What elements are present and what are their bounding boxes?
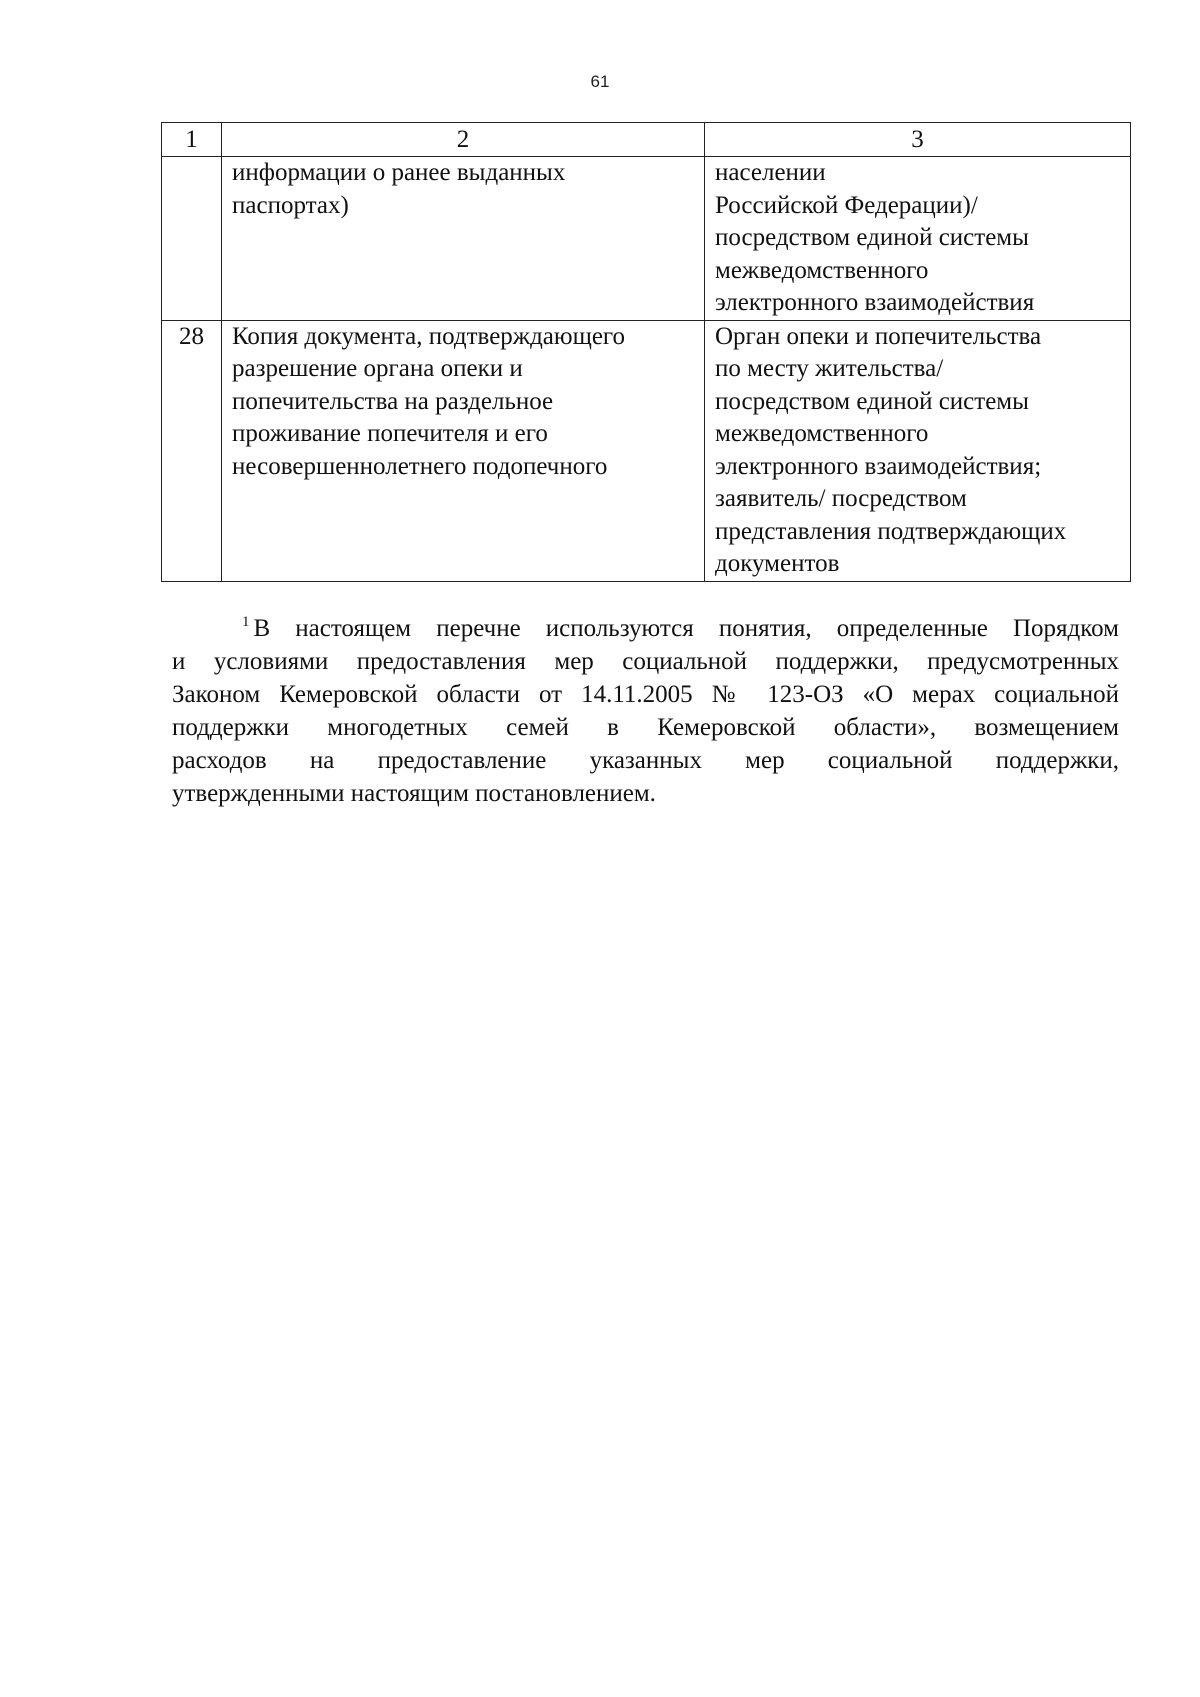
cell-text-line: межведомственного	[715, 256, 929, 284]
cell-text-line: проживание попечителя и его	[232, 420, 548, 447]
cell-text-line: паспортах)	[232, 191, 349, 219]
cell-text-line: разрешение органа опеки и	[232, 355, 523, 382]
cell-text-line: Орган опеки и попечительства	[715, 322, 1042, 350]
cell-text-line: Копия документа, подтверждающего	[232, 322, 626, 350]
cell-text-line: посредством единой системы	[715, 387, 1029, 415]
footnote-marker: 1	[242, 614, 250, 630]
header-cell-2: 2	[222, 123, 705, 157]
cell-text-line: посредством единой системы	[715, 224, 1029, 251]
cell-text-line: информации о ранее выданных	[232, 159, 566, 186]
cell-text-line: документов	[715, 550, 840, 577]
cell-text-line: попечительства на раздельное	[232, 387, 554, 415]
cell-text-line: населении	[715, 159, 826, 186]
footnote-text: В настоящем перечне используются понятия, определенные Порядком	[253, 615, 1119, 642]
cell-text-line: несовершеннолетнего подопечного	[232, 452, 608, 480]
row-number: 28	[162, 320, 222, 581]
header-cell-3: 3	[705, 123, 1131, 157]
cell-text-line: представления подтверждающих	[715, 517, 1067, 545]
footnote-line: поддержки многодетных семей в Кемеровской области», возмещением	[172, 714, 1119, 741]
footnote-line: утвержденными настоящим постановлением.	[172, 780, 656, 807]
document-name-cell	[222, 157, 705, 321]
row-number	[162, 157, 222, 321]
footnote-line	[172, 612, 1119, 645]
cell-text-line: по месту жительства/	[715, 355, 944, 382]
document-source-cell	[705, 157, 1131, 321]
footnote-line: Законом Кемеровской области от 14.11.2005 № 123-ОЗ «О мерах социальной	[172, 681, 1119, 708]
cell-text-line: Российской Федерации)/	[715, 191, 978, 219]
cell-text-line: электронного взаимодействия;	[715, 452, 1042, 480]
footnote-line: расходов на предоставление указанных мер социальной поддержки,	[172, 747, 1119, 774]
page-number: 61	[590, 72, 610, 91]
document-name-cell	[222, 320, 705, 581]
cell-text-line: электронного взаимодействия	[715, 289, 1035, 316]
header-cell-1: 1	[162, 123, 222, 157]
footnote	[172, 612, 1119, 810]
document-source-cell	[705, 320, 1131, 581]
table-header-row	[162, 123, 1131, 157]
cell-text-line: заявитель/ посредством	[715, 485, 967, 512]
table-row	[162, 320, 1131, 581]
footnote-line: и условиями предоставления мер социальной поддержки, предусмотренных	[172, 648, 1119, 675]
cell-text-line: межведомственного	[715, 420, 929, 447]
documents-table	[161, 122, 1131, 582]
table-row	[162, 157, 1131, 321]
